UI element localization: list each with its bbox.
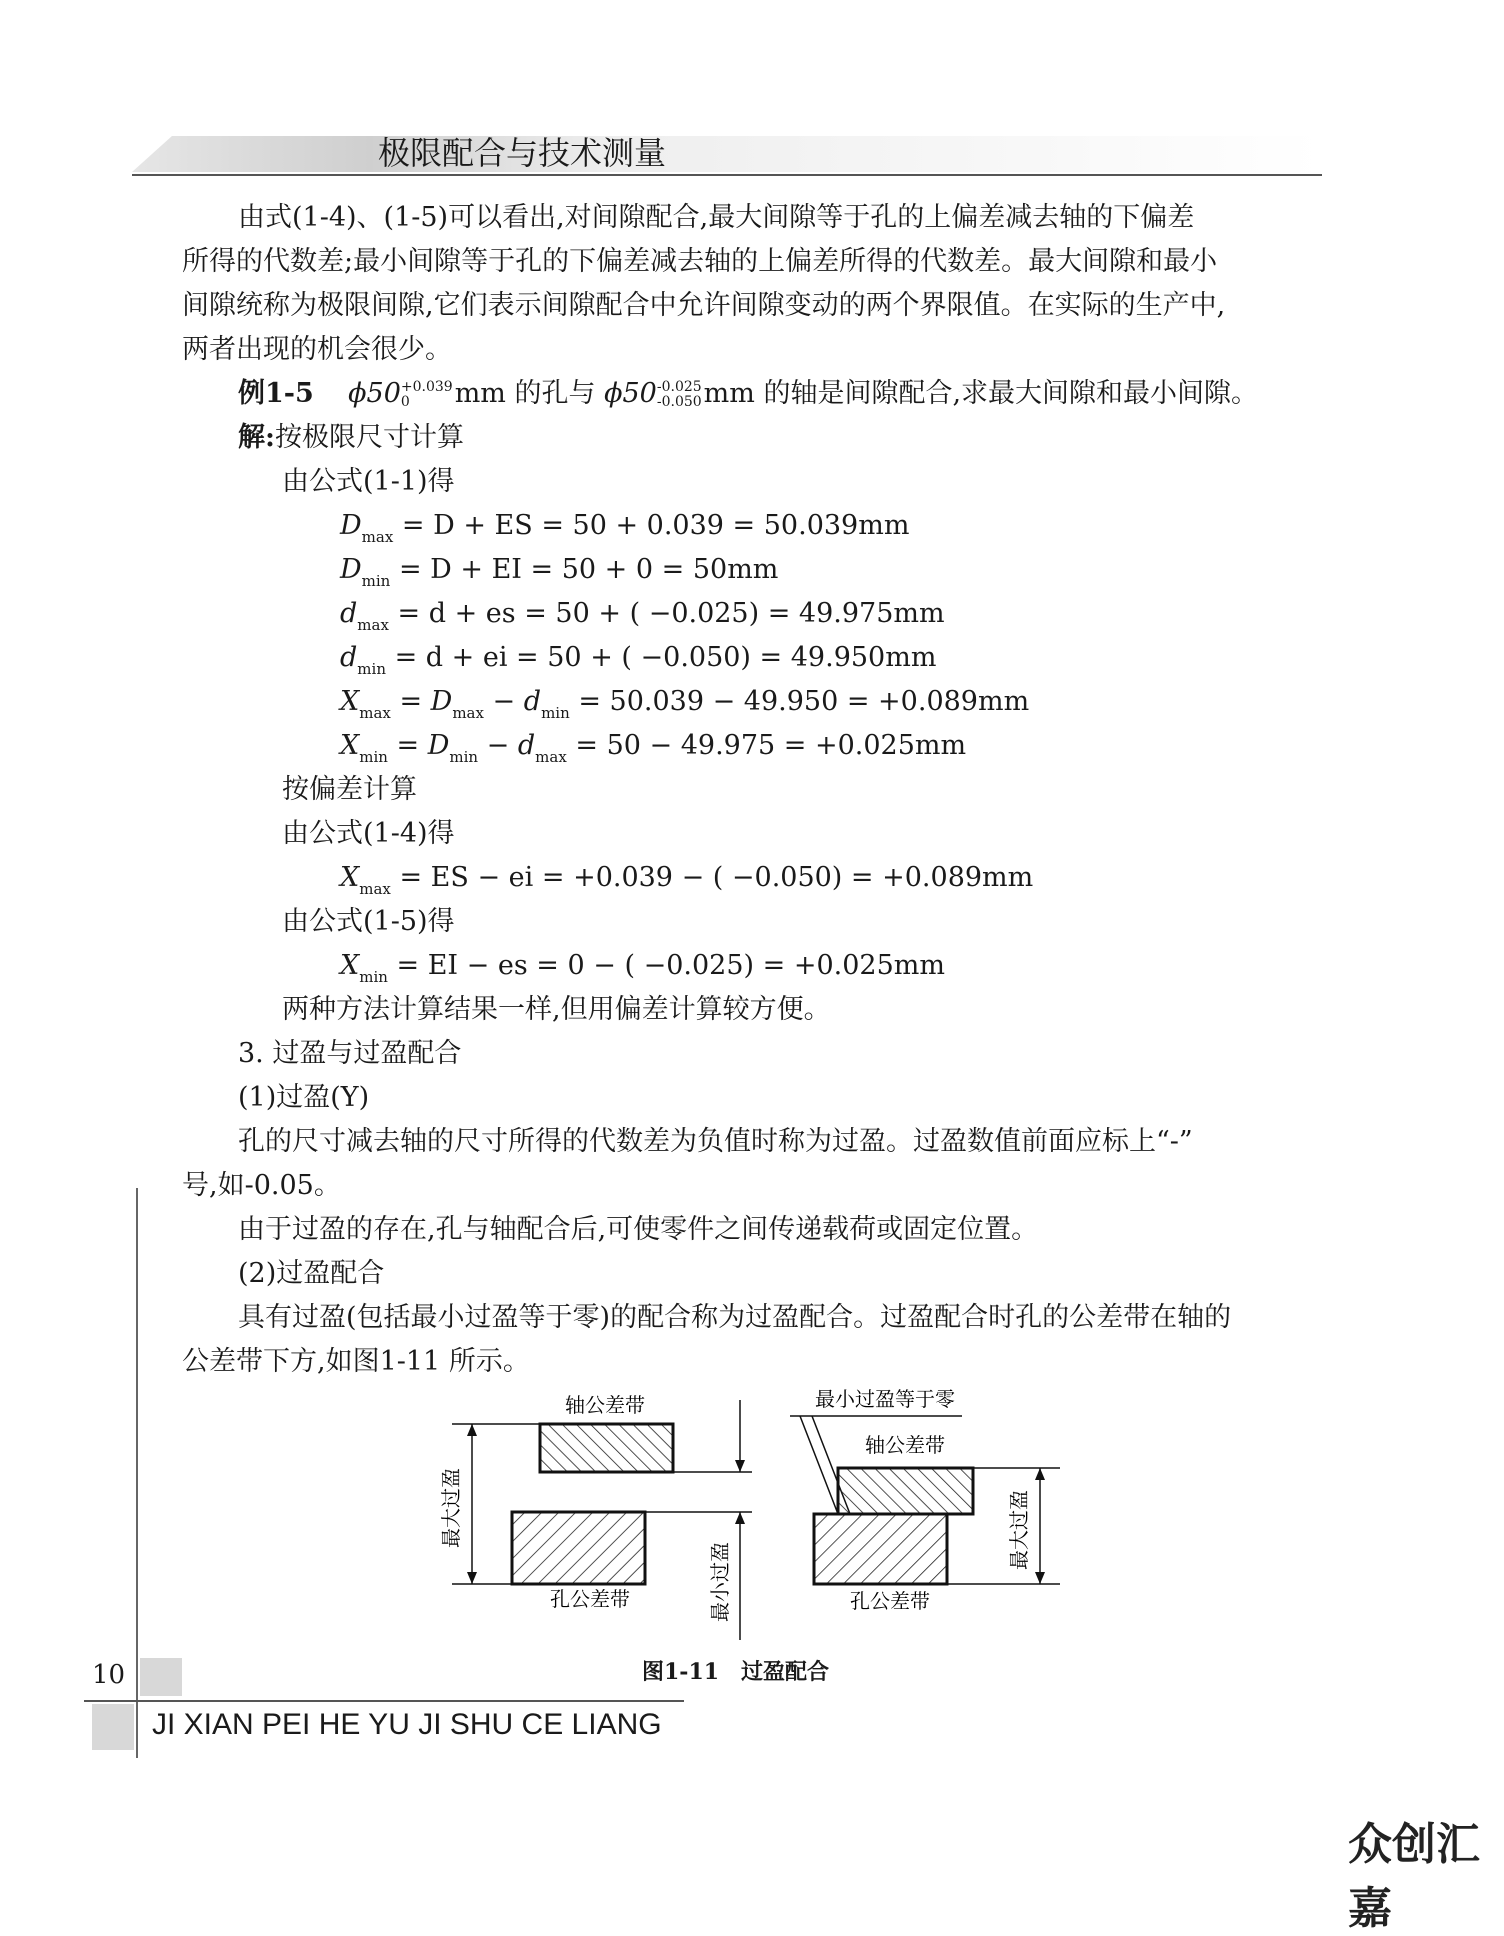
- paragraph-line: 所得的代数差;最小间隙等于孔的下偏差减去轴的上偏差所得的代数差。最大间隙和最小: [182, 246, 1218, 277]
- min-interference-label: 最小过盈: [708, 1542, 732, 1622]
- shaft-band-label-left: 轴公差带: [565, 1393, 645, 1417]
- example-end: mm 的轴是间隙配合,求最大间隙和最小间隙。: [703, 378, 1259, 409]
- max-interference-label-right: 最大过盈: [1007, 1490, 1031, 1570]
- hole-deviation: +0.039 0: [400, 378, 453, 410]
- page-header-title: 极限配合与技术测量: [378, 134, 667, 172]
- watermark: 众创汇嘉: [1348, 1819, 1480, 1934]
- equation-dmax: $D_{max} = D$ + ES = 50 + 0.039 = 50.039mm: [340, 510, 910, 546]
- paragraph-line: 由于过盈的存在,孔与轴配合后,可使零件之间传递载荷或固定位置。: [238, 1214, 1039, 1245]
- footer-rule: [84, 1700, 684, 1702]
- equation-xmin-dev: $X_{min}$ = EI − es = 0 − ( −0.025) = +0.025mm: [340, 950, 945, 986]
- equation-dmin: $D_{min} = D$ + EI = 50 + 0 = 50mm: [340, 554, 779, 590]
- max-interference-label-left: 最大过盈: [439, 1468, 463, 1548]
- subsection-heading: (2)过盈配合: [238, 1258, 385, 1289]
- paragraph-line: 间隙统称为极限间隙,它们表示间隙配合中允许间隙变动的两个界限值。在实际的生产中,: [182, 290, 1226, 321]
- hole-band-right: [814, 1514, 947, 1584]
- footer-box: [92, 1704, 134, 1750]
- equation-xmax-dev: $X_{max}$ = ES − ei = +0.039 − ( −0.050) = +0.089mm: [340, 862, 1034, 898]
- running-title: JI XIAN PEI HE YU JI SHU CE LIANG: [152, 1708, 662, 1741]
- example-mid: mm 的孔与: [454, 378, 596, 409]
- method-heading: 按偏差计算: [282, 774, 417, 805]
- page-number-box: [140, 1658, 182, 1696]
- formula-ref: 由公式(1-4)得: [282, 818, 455, 849]
- equation-dmin-shaft: $d_{min} = d$ + ei = 50 + ( −0.050) = 49.950mm: [340, 642, 937, 678]
- shaft-deviation: -0.025 -0.050: [656, 378, 702, 410]
- hole-band-label-right: 孔公差带: [850, 1589, 930, 1613]
- page-number: 10: [92, 1660, 126, 1690]
- example-label: 例1-5: [238, 378, 314, 409]
- hole-band-label-left: 孔公差带: [550, 1587, 630, 1611]
- shaft-band-label-right: 轴公差带: [865, 1433, 945, 1457]
- shaft-band-right: [838, 1468, 973, 1514]
- equation-dmax-shaft: $d_{max} = d$ + es = 50 + ( −0.025) = 49.975mm: [340, 598, 945, 634]
- formula-ref: 由公式(1-1)得: [282, 466, 455, 497]
- figure-caption: 图1-11 过盈配合: [642, 1659, 830, 1685]
- formula-ref: 由公式(1-5)得: [282, 906, 455, 937]
- paragraph-line: 孔的尺寸减去轴的尺寸所得的代数差为负值时称为过盈。过盈数值前面应标上“-”: [238, 1126, 1193, 1157]
- min-zero-label: 最小过盈等于零: [815, 1387, 955, 1411]
- paragraph-line: 具有过盈(包括最小过盈等于零)的配合称为过盈配合。过盈配合时孔的公差带在轴的: [238, 1302, 1232, 1333]
- equation-xmax: $X_{max} = D_{max} - d_{min} = 50.039 - 49.950 = +0.089mm$: [340, 686, 1030, 722]
- conclusion: 两种方法计算结果一样,但用偏差计算较方便。: [282, 994, 831, 1025]
- paragraph-line: 由式(1-4)、(1-5)可以看出,对间隙配合,最大间隙等于孔的上偏差减去轴的下偏差: [238, 202, 1195, 233]
- hole-band-left: [512, 1512, 645, 1584]
- paragraph-line: 号,如-0.05。: [182, 1170, 341, 1201]
- subsection-heading: (1)过盈(Y): [238, 1082, 370, 1113]
- paragraph-line: 两者出现的机会很少。: [182, 334, 452, 365]
- paragraph-line: 公差带下方,如图1-11 所示。: [182, 1346, 530, 1377]
- margin-rule: [136, 1188, 138, 1758]
- equation-xmin: $X_{min} = D_{min} - d_{max} = 50 - 49.975 = +0.025mm$: [340, 730, 967, 766]
- phi-hole: ϕ50: [348, 378, 401, 409]
- shaft-band-left: [540, 1424, 673, 1472]
- solution-text: 按极限尺寸计算: [274, 422, 464, 453]
- solution-label: 解:: [238, 422, 275, 453]
- phi-shaft: ϕ50: [604, 378, 657, 409]
- section-heading: 3. 过盈与过盈配合: [238, 1038, 462, 1069]
